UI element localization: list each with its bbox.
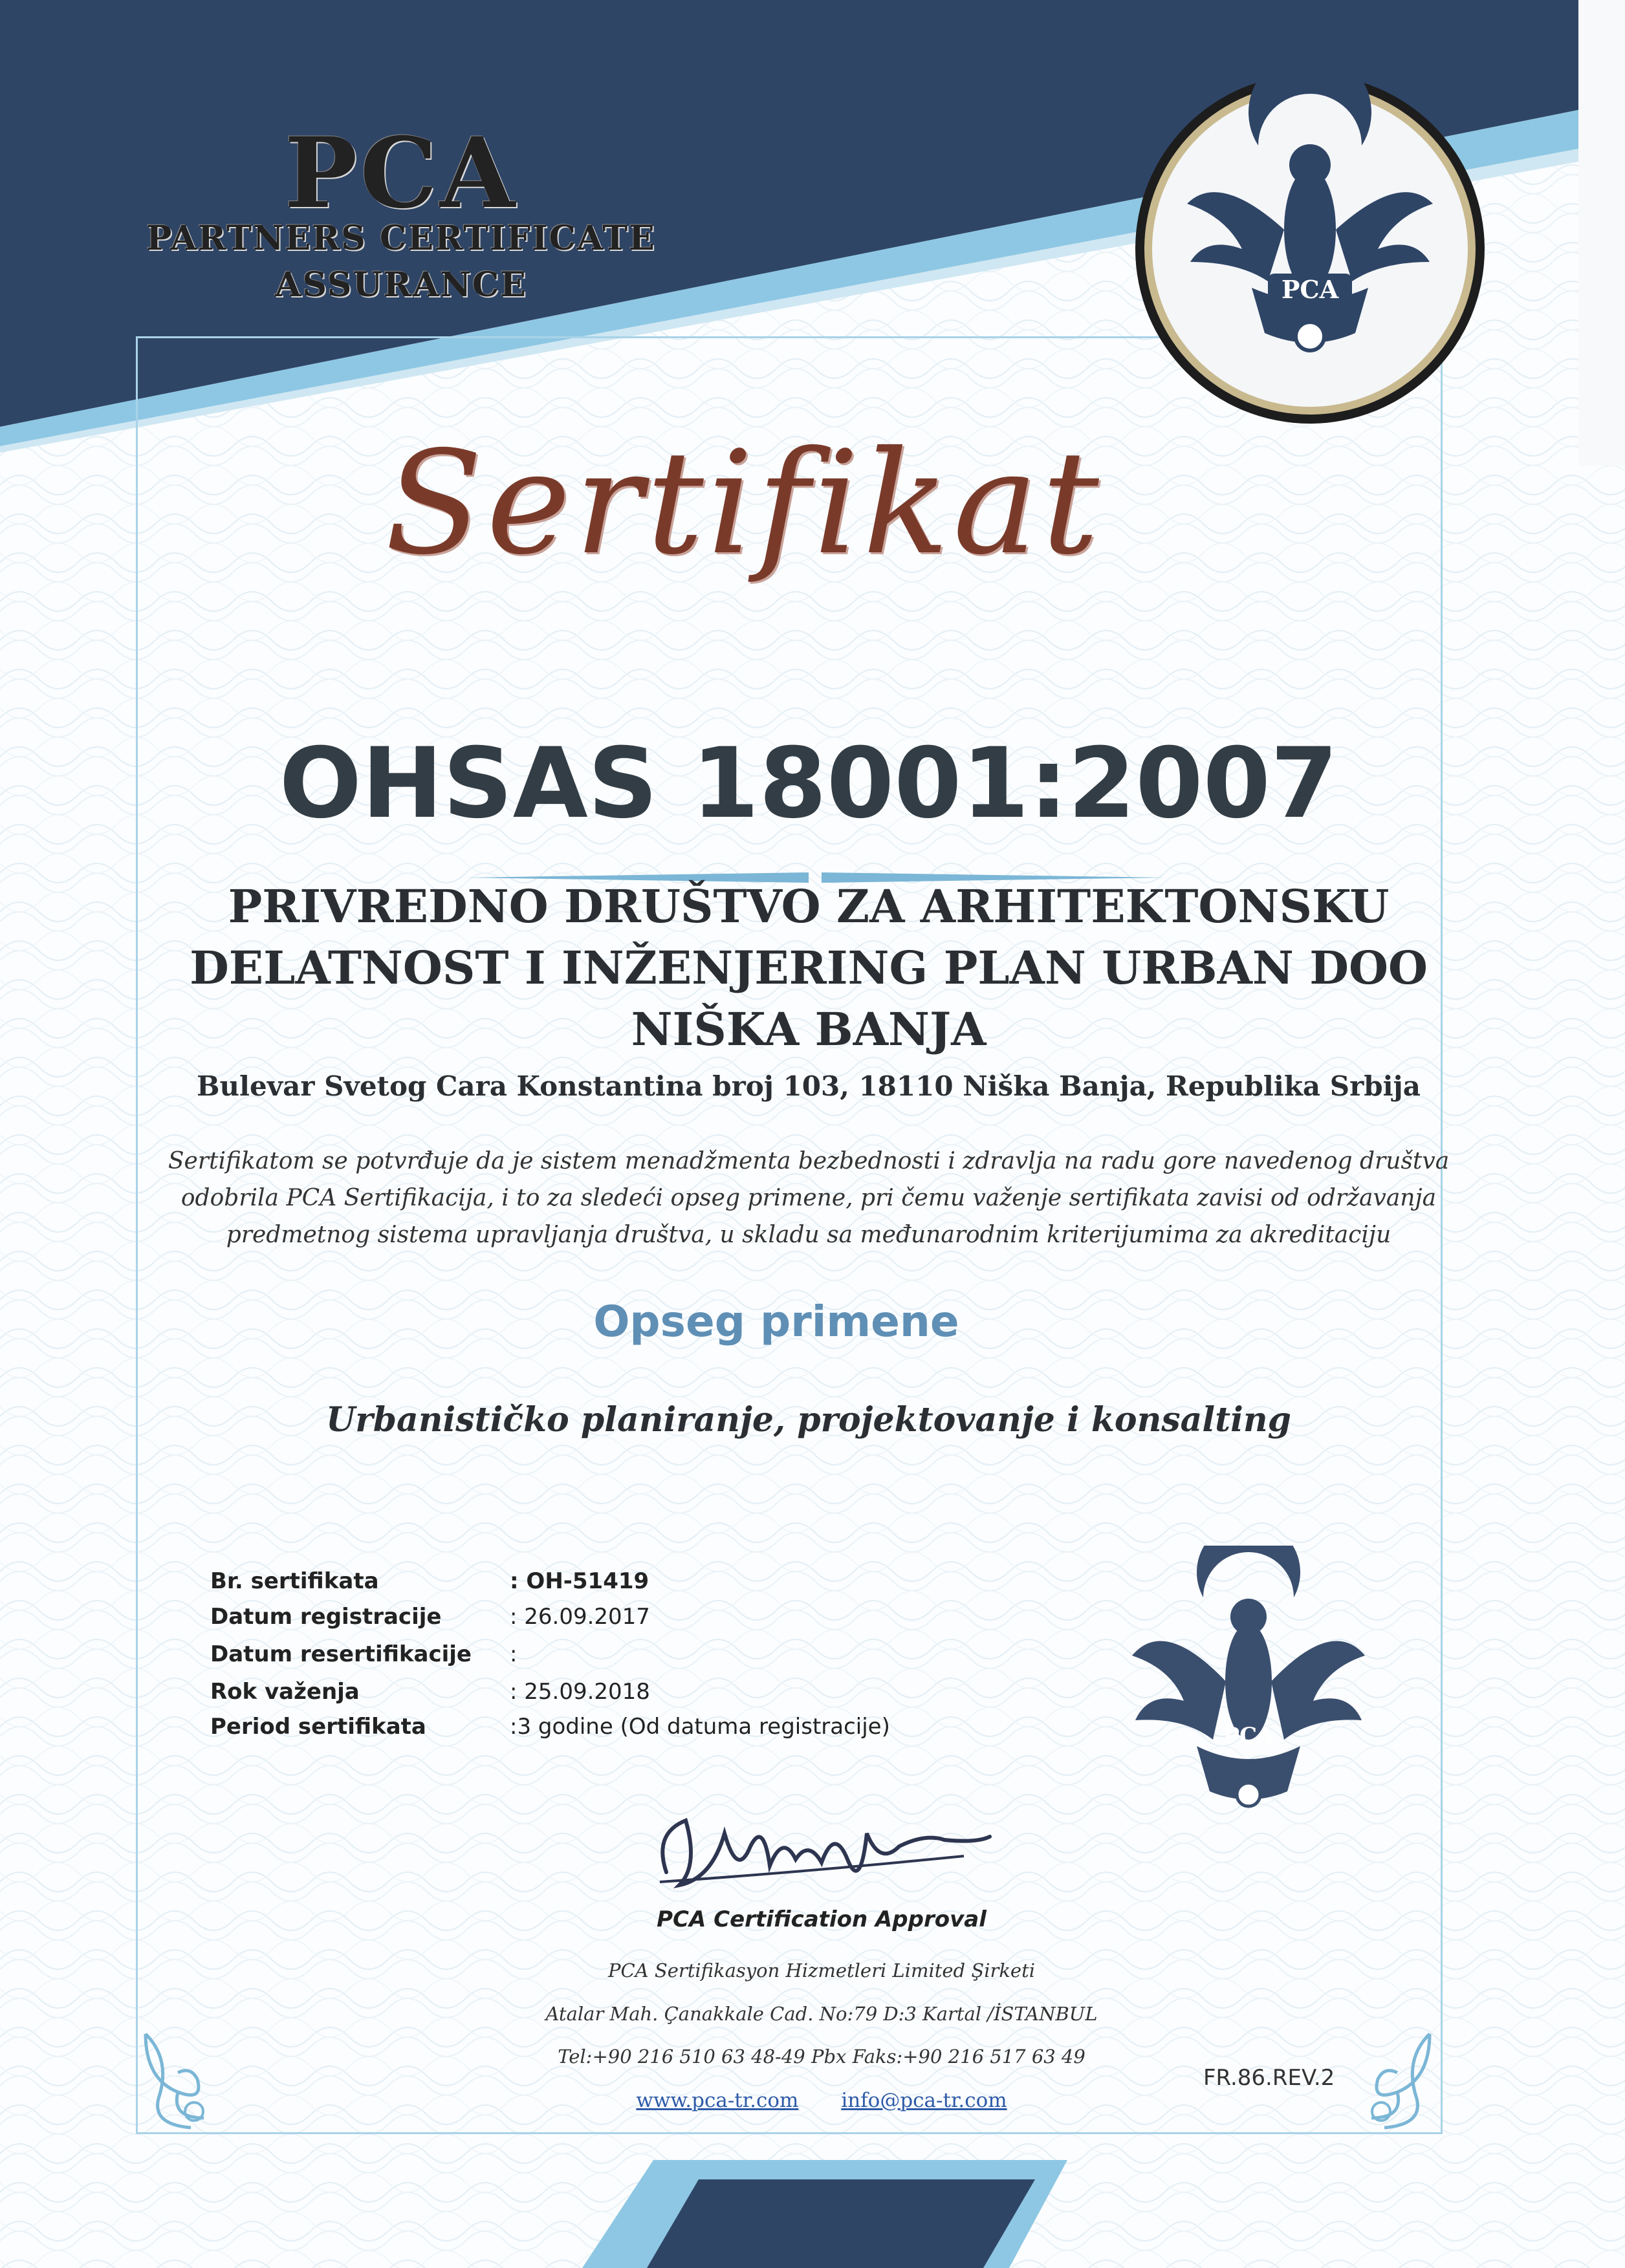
emblem-label: PCA bbox=[1281, 275, 1339, 304]
statement-line2: odobrila PCA Sertifikacija, i to za sledeći opseg primene, pri čemu važenje sertifikata zavisi od održavanja bbox=[180, 1185, 1437, 1211]
approval-label: PCA Certification Approval bbox=[657, 1906, 987, 1932]
pca-emblem bbox=[1119, 1546, 1378, 1817]
detail-value: : OH-51419 bbox=[510, 1568, 649, 1594]
scope-text: Urbanističko planiranje, projektovanje i konsalting bbox=[325, 1400, 1292, 1440]
detail-value: : 25.09.2018 bbox=[510, 1679, 650, 1705]
detail-label: Datum registracije bbox=[210, 1604, 442, 1630]
standard-name: OHSAS 18001:2007 bbox=[279, 728, 1338, 840]
contact-links bbox=[479, 2089, 1164, 2112]
corner-flourish-right bbox=[1326, 2021, 1443, 2137]
company-name-line3: NIŠKA BANJA bbox=[631, 1002, 987, 1056]
scope-heading: Opseg primene bbox=[593, 1297, 959, 1346]
certificate-title: Sertifikat bbox=[385, 420, 1103, 586]
brand-logo-text: PCA bbox=[284, 116, 518, 230]
statement-line1: Sertifikatom se potvrđuje da je sistem menadžmenta bezbednosti i zdravlja na radu gore navedenog društva bbox=[168, 1148, 1450, 1174]
brand-name-line1: PARTNERS CERTIFICATE bbox=[146, 219, 656, 258]
company-address: Bulevar Svetog Cara Konstantina broj 103, 18110 Niška Banja, Republika Srbija bbox=[197, 1070, 1421, 1102]
detail-value: :3 godine (Od datuma registracije) bbox=[510, 1714, 890, 1740]
website-link[interactable]: www.pca-tr.com bbox=[636, 2089, 799, 2112]
email-link[interactable]: info@pca-tr.com bbox=[841, 2089, 1007, 2112]
signature bbox=[640, 1795, 1003, 1898]
contact-company: PCA Sertifikasyon Hizmetleri Limited Şirketi bbox=[607, 1960, 1036, 1982]
detail-value: : 26.09.2017 bbox=[510, 1604, 650, 1630]
pca-seal-emblem bbox=[1129, 68, 1491, 430]
corner-flourish-left bbox=[133, 2021, 249, 2137]
detail-label: Period sertifikata bbox=[210, 1714, 426, 1740]
contact-phone: Tel:+90 216 510 63 48-49 Pbx Faks:+90 216 517 63 49 bbox=[558, 2046, 1085, 2068]
company-name-line1: PRIVREDNO DRUŠTVO ZA ARHITEKTONSKU bbox=[228, 880, 1390, 933]
statement-line3: predmetnog sistema upravljanja društva, u skladu sa međunarodnim kriterijumima za akreditaciju bbox=[226, 1222, 1391, 1248]
brand-name-line2: ASSURANCE bbox=[275, 265, 527, 305]
detail-label: Rok važenja bbox=[210, 1679, 360, 1705]
emblem-label: PCA bbox=[1223, 1723, 1274, 1749]
detail-value: : bbox=[510, 1641, 518, 1667]
company-name-line2: DELATNOST I INŽENJERING PLAN URBAN DOO bbox=[190, 941, 1428, 995]
detail-label: Datum resertifikacije bbox=[210, 1641, 472, 1667]
contact-address: Atalar Mah. Çanakkale Cad. No:79 D:3 Kartal /İSTANBUL bbox=[545, 2003, 1098, 2025]
detail-label: Br. sertifikata bbox=[210, 1568, 379, 1594]
bottom-band bbox=[0, 2134, 1625, 2268]
form-code: FR.86.REV.2 bbox=[1203, 2065, 1335, 2091]
